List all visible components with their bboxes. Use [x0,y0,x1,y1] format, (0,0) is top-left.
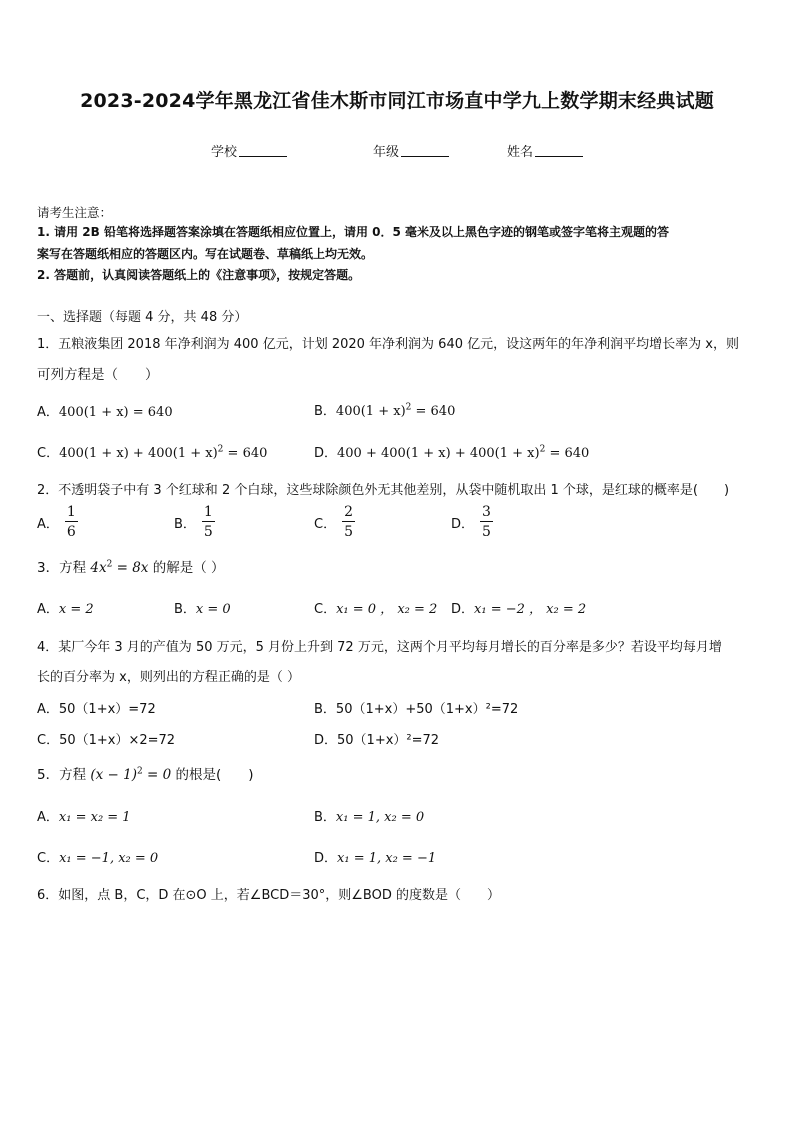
q2-option-d: D． $\frac{3}{5}$ [451,504,491,540]
q3-option-d: D．x₁ = −2 ， x₂ = 2 [451,602,587,617]
q5-stem: 5．方程 $(x - 1)^2 = 0$ 的根是( ) [37,766,254,783]
q1-option-c: C．$400(1 + x) + 400(1 + x)^2 = 640$ [37,444,268,461]
section-heading: 一、选择题（每题 4 分，共 48 分） [37,310,248,325]
q2-option-b: B． $\frac{1}{5}$ [174,504,213,540]
q4-stem-line2: 长的百分率为 x，则列出的方程正确的是（ ） [37,670,300,685]
q3-stem: 3．方程 $4x^2 = 8x$ 的解是（ ） [37,559,225,576]
q1-option-a: A．400(1 + x) = 640 [37,405,173,420]
notice-line-1: 1. 请用 2B 铅笔将选择题答案涂填在答题纸相应位置上，请用 0．5 毫米及以上黑色字迹的钢笔或签字笔将主观题的答 [37,225,669,239]
q5-option-c: C．x₁ = −1, x₂ = 0 [37,851,159,866]
name-blank [535,144,583,157]
fraction: $\frac{1}{6}$ [66,504,76,540]
q1-stem-line1: 1．五粮液集团 2018 年净利润为 400 亿元，计划 2020 年净利润为 640 亿元，设这两年的年净利润平均增长率为 x，则 [37,337,739,352]
q1-option-b: B．$400(1 + x)^2 = 640$ [314,402,456,419]
q4-option-b: B．50（1+x）+50（1+x）²=72 [314,702,519,717]
grade-label: 年级 [373,145,400,160]
q1-option-d: D．$400 + 400(1 + x) + 400(1 + x)^2 = 640$ [314,444,590,461]
q4-option-a: A．50（1+x）=72 [37,702,156,717]
q5-option-b: B．x₁ = 1, x₂ = 0 [314,810,425,825]
q5-option-a: A．x₁ = x₂ = 1 [37,810,131,825]
q6-stem: 6．如图，点 B，C，D 在⊙O 上，若∠BCD＝30°，则∠BOD 的度数是（ ） [37,888,500,903]
q2-option-a: A． $\frac{1}{6}$ [37,504,76,540]
q3-option-c: C．x₁ = 0 ， x₂ = 2 [314,602,438,617]
q4-option-d: D．50（1+x）²=72 [314,733,440,748]
q5-option-d: D．x₁ = 1, x₂ = −1 [314,851,437,866]
notice-line-2: 案写在答题纸相应的答题区内。写在试题卷、草稿纸上均无效。 [37,247,374,261]
q3-option-a: A．x = 2 [37,602,94,617]
page-title: 2023-2024学年黑龙江省佳木斯市同江市场直中学九上数学期末经典试题 [80,90,714,112]
q1-stem-line2: 可列方程是（ ） [37,367,159,383]
q1-a-expr: 400(1 + x) = 640 [58,405,173,420]
q2-stem: 2．不透明袋子中有 3 个红球和 2 个白球，这些球除颜色外无其他差别，从袋中随机取出 1 个球，是红球的概率是( ) [37,483,730,498]
grade-field [373,141,449,160]
notice-heading: 请考生注意： [37,205,113,220]
fraction: $\frac{3}{5}$ [482,504,491,540]
fraction: $\frac{2}{5}$ [344,504,353,540]
fraction: $\frac{1}{5}$ [203,504,213,540]
q3-option-b: B．x = 0 [174,602,231,617]
name-field [507,141,583,160]
school-blank [239,144,287,157]
notice-line-3: 2. 答题前，认真阅读答题纸上的《注意事项》，按规定答题。 [37,268,361,282]
grade-blank [401,144,449,157]
name-label: 姓名 [507,145,534,160]
q4-option-c: C．50（1+x）×2=72 [37,733,176,748]
q4-stem-line1: 4．某厂今年 3 月的产值为 50 万元，5 月份上升到 72 万元，这两个月平均每月增长的百分率是多少？若设平均每月增 [37,640,722,655]
school-label: 学校 [211,145,238,160]
q2-option-c: C． $\frac{2}{5}$ [314,504,353,540]
school-field [211,141,287,160]
